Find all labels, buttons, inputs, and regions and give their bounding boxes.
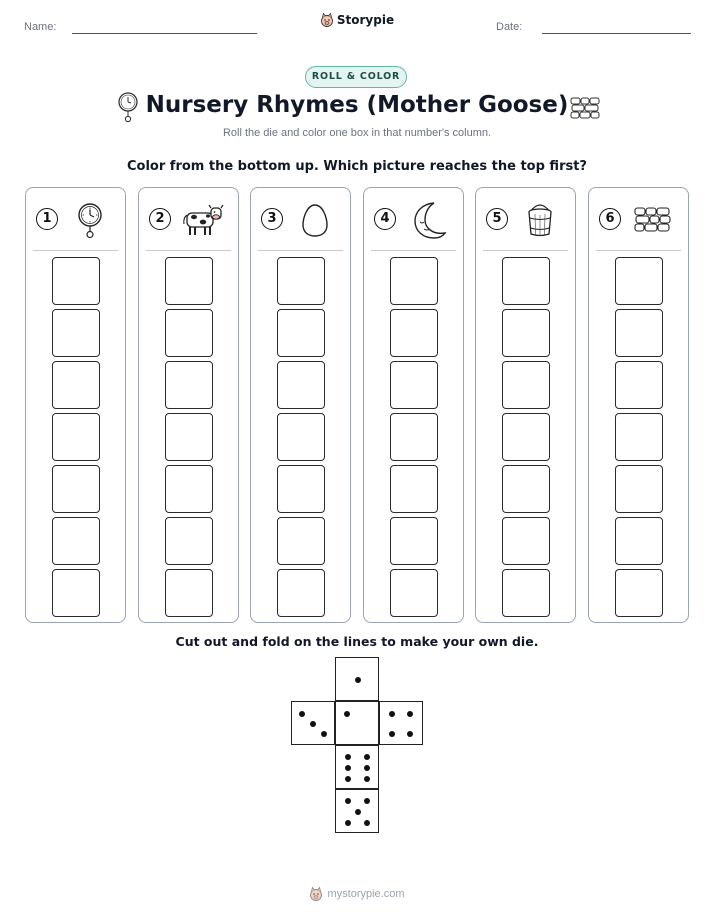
color-box[interactable] [615, 569, 663, 617]
column-divider [371, 250, 456, 251]
color-box[interactable] [502, 517, 550, 565]
color-box[interactable] [52, 361, 100, 409]
column-number: 5 [486, 208, 508, 230]
column-divider [146, 250, 231, 251]
color-box[interactable] [502, 309, 550, 357]
column-1 [25, 187, 126, 623]
column-number: 4 [374, 208, 396, 230]
color-box[interactable] [52, 465, 100, 513]
color-box[interactable] [502, 257, 550, 305]
die-pip [364, 776, 370, 782]
column-divider [258, 250, 343, 251]
color-box[interactable] [390, 361, 438, 409]
cow-icon [181, 200, 225, 240]
column-3 [250, 187, 351, 623]
column-header [476, 188, 575, 250]
color-box[interactable] [390, 309, 438, 357]
column-number: 3 [261, 208, 283, 230]
color-box[interactable] [277, 517, 325, 565]
date-line[interactable] [542, 33, 691, 34]
color-box[interactable] [502, 361, 550, 409]
instruction: Color from the bottom up. Which picture reaches the top first? [127, 159, 587, 174]
column-4 [363, 187, 464, 623]
color-box[interactable] [165, 361, 213, 409]
color-box[interactable] [52, 413, 100, 461]
color-box[interactable] [52, 257, 100, 305]
color-box[interactable] [165, 257, 213, 305]
name-label: Name: [24, 21, 57, 33]
column-header [139, 188, 238, 250]
die-pip [310, 721, 316, 727]
column-header [364, 188, 463, 250]
die-pip [364, 820, 370, 826]
footer-url[interactable]: mystorypie.com [327, 888, 405, 900]
footer [0, 886, 714, 906]
die-face-4 [379, 701, 423, 745]
color-box[interactable] [615, 309, 663, 357]
die-pip [364, 765, 370, 771]
die-pip [345, 820, 351, 826]
die-pip [364, 798, 370, 804]
die-pip [345, 798, 351, 804]
die-pip [344, 711, 350, 717]
color-box[interactable] [390, 517, 438, 565]
color-box[interactable] [165, 309, 213, 357]
column-header [26, 188, 125, 250]
subtitle: Roll the die and color one box in that number's column. [222, 127, 492, 139]
color-box[interactable] [165, 569, 213, 617]
color-box[interactable] [615, 517, 663, 565]
color-box[interactable] [615, 465, 663, 513]
page-title: Nursery Rhymes (Mother Goose) [145, 92, 569, 118]
clock-icon [68, 200, 112, 240]
egg-icon [293, 200, 337, 240]
activity-badge: ROLL & COLOR [305, 66, 407, 88]
die-pip [355, 809, 361, 815]
die-pip [389, 731, 395, 737]
date-label: Date: [496, 21, 523, 33]
cut-instruction: Cut out and fold on the lines to make your own die. [175, 634, 539, 649]
column-divider [596, 250, 681, 251]
color-box[interactable] [277, 309, 325, 357]
pig-mascot-icon [320, 12, 334, 28]
color-box[interactable] [615, 257, 663, 305]
column-number: 1 [36, 208, 58, 230]
color-box[interactable] [390, 257, 438, 305]
die-pip [364, 754, 370, 760]
color-box[interactable] [277, 569, 325, 617]
die-pip [345, 754, 351, 760]
crescent-moon-icon [406, 200, 450, 240]
color-box[interactable] [277, 413, 325, 461]
column-header [251, 188, 350, 250]
color-box[interactable] [165, 517, 213, 565]
die-pip [345, 765, 351, 771]
die-pip [321, 731, 327, 737]
color-box[interactable] [277, 257, 325, 305]
color-box[interactable] [615, 361, 663, 409]
column-header [589, 188, 688, 250]
pig-mascot-icon [309, 886, 323, 902]
die-pip [407, 711, 413, 717]
color-box[interactable] [502, 465, 550, 513]
die-face-1-center [335, 701, 379, 745]
bucket-icon [518, 200, 562, 240]
stone-wall-icon [631, 200, 675, 240]
die-face-6 [335, 745, 379, 789]
title-stone-wall-icon [570, 96, 600, 120]
column-number: 2 [149, 208, 171, 230]
name-line[interactable] [72, 33, 257, 34]
die-pip [345, 776, 351, 782]
die-pip [389, 711, 395, 717]
die-face-1 [335, 657, 379, 701]
die-face-3 [291, 701, 335, 745]
color-box[interactable] [165, 413, 213, 461]
color-box[interactable] [390, 569, 438, 617]
color-box[interactable] [52, 569, 100, 617]
die-pip [299, 711, 305, 717]
column-divider [483, 250, 568, 251]
brand-name: Storypie [336, 13, 395, 27]
color-box[interactable] [502, 569, 550, 617]
die-face-5 [335, 789, 379, 833]
die-pip [355, 677, 361, 683]
color-box[interactable] [165, 465, 213, 513]
column-6 [588, 187, 689, 623]
column-number: 6 [599, 208, 621, 230]
color-box[interactable] [277, 465, 325, 513]
color-box[interactable] [615, 413, 663, 461]
color-box[interactable] [277, 361, 325, 409]
color-box[interactable] [502, 413, 550, 461]
color-box[interactable] [390, 413, 438, 461]
color-box[interactable] [390, 465, 438, 513]
column-2 [138, 187, 239, 623]
brand-logo [0, 12, 714, 32]
column-divider [33, 250, 118, 251]
column-5 [475, 187, 576, 623]
color-box[interactable] [52, 517, 100, 565]
die-pip [407, 731, 413, 737]
color-box[interactable] [52, 309, 100, 357]
